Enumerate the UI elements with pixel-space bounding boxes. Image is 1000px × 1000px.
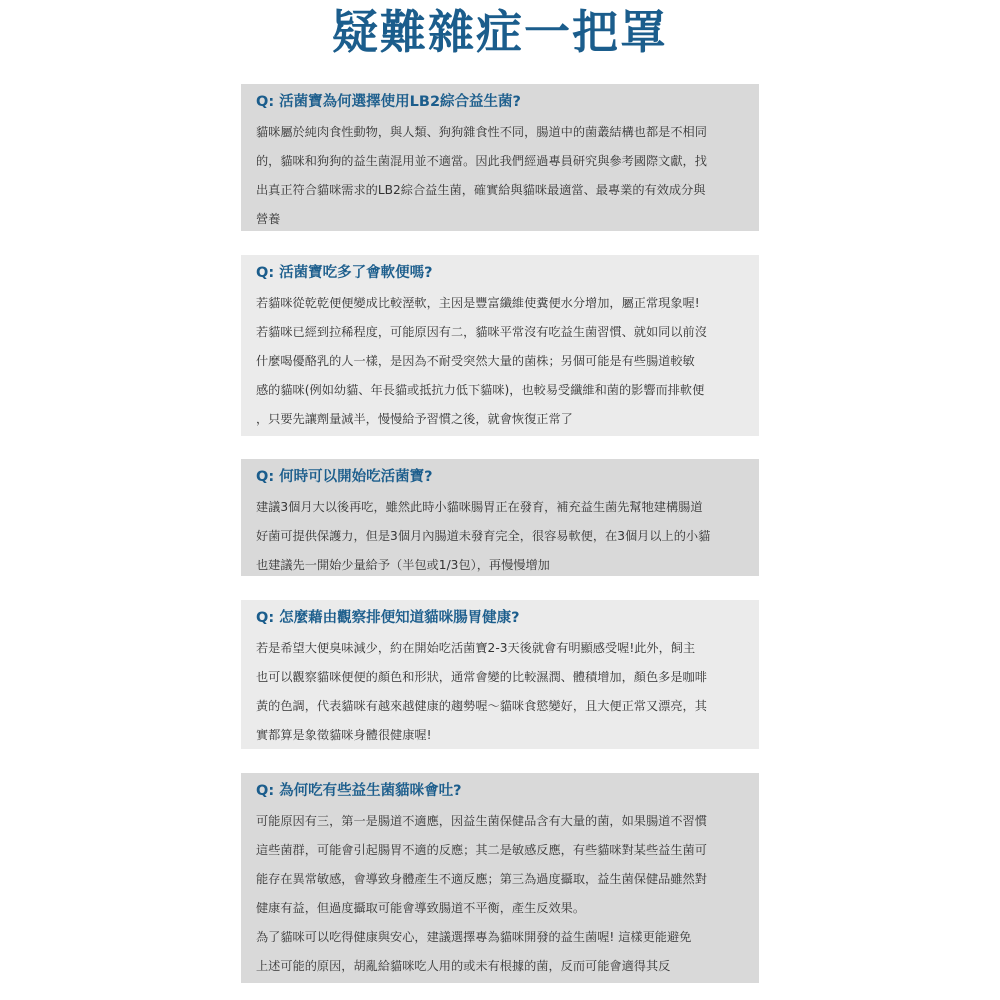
faq-question: Q: 怎麼藉由觀察排便知道貓咪腸胃健康? — [256, 610, 520, 626]
faq-question: Q: 為何吃有些益生菌貓咪會吐? — [256, 783, 462, 799]
faq-answer — [256, 807, 749, 981]
faq-answer — [256, 289, 749, 434]
faq-item-soft-stool — [241, 255, 759, 436]
faq-item-vomiting — [241, 773, 759, 983]
faq-item-stool-observation — [241, 600, 759, 749]
faq-answer-line: 好菌可提供保護力，但是3個月內腸道未發育完全，很容易軟便，在3個月以上的小貓 — [256, 529, 711, 543]
page-title: 疑難雜症一把罩 — [332, 5, 668, 59]
faq-answer-line: 也可以觀察貓咪便便的顏色和形狀，通常會變的比較濕潤、體積增加，顏色多是咖啡 — [256, 670, 707, 684]
faq-answer — [256, 634, 749, 750]
faq-answer-line: 若貓咪從乾乾便便變成比較溼軟，主因是豐富纖維使糞便水分增加，屬正常現象喔! — [256, 296, 700, 310]
faq-answer-line: 若是希望大便臭味減少，約在開始吃活菌寶2-3天後就會有明顯感受喔!此外，飼主 — [256, 641, 696, 655]
faq-answer-line: 什麼喝優酪乳的人一樣，是因為不耐受突然大量的菌株；另個可能是有些腸道較敏 — [256, 354, 695, 368]
faq-answer-line: 上述可能的原因，胡亂給貓咪吃人用的或未有根據的菌，反而可能會適得其反 — [256, 959, 671, 973]
faq-answer-line: 貓咪屬於純肉食性動物，與人類、狗狗雜食性不同，腸道中的菌叢結構也都是不相同 — [256, 125, 707, 139]
faq-question: Q: 活菌寶吃多了會軟便嗎? — [256, 265, 433, 281]
faq-answer — [256, 118, 749, 234]
faq-answer-line: 這些菌群，可能會引起腸胃不適的反應；其二是敏感反應，有些貓咪對某些益生菌可 — [256, 843, 707, 857]
faq-answer-line: 感的貓咪(例如幼貓、年長貓或抵抗力低下貓咪)，也較易受纖維和菌的影響而排軟便 — [256, 383, 705, 397]
faq-answer-line: 建議3個月大以後再吃，雖然此時小貓咪腸胃正在發育，補充益生菌先幫牠建構腸道 — [256, 500, 703, 514]
faq-item-start-age — [241, 459, 759, 576]
faq-answer-line: 實都算是象徵貓咪身體很健康喔! — [256, 728, 432, 742]
faq-answer-line: 也建議先一開始少量給予（半包或1/3包），再慢慢增加 — [256, 558, 550, 572]
faq-answer-line: 能存在異常敏感，會導致身體產生不適反應；第三為過度攝取，益生菌保健品雖然對 — [256, 872, 707, 886]
faq-answer-line: 的，貓咪和狗狗的益生菌混用並不適當。因此我們經過專員研究與參考國際文獻，找 — [256, 154, 707, 168]
faq-question: Q: 何時可以開始吃活菌寶? — [256, 469, 433, 485]
faq-answer — [256, 493, 749, 580]
faq-answer-line: 健康有益，但過度攝取可能會導致腸道不平衡，產生反效果。 — [256, 901, 586, 915]
faq-answer-line: 為了貓咪可以吃得健康與安心，建議選擇專為貓咪開發的益生菌喔! 這樣更能避免 — [256, 930, 692, 944]
faq-answer-line: 可能原因有三，第一是腸道不適應，因益生菌保健品含有大量的菌，如果腸道不習慣 — [256, 814, 707, 828]
faq-answer-line: 營養 — [256, 212, 281, 226]
faq-answer-line: ，只要先讓劑量減半，慢慢給予習慣之後，就會恢復正常了 — [256, 412, 573, 426]
faq-item-lb2 — [241, 84, 759, 231]
faq-question: Q: 活菌寶為何選擇使用LB2綜合益生菌? — [256, 94, 521, 110]
faq-answer-line: 黃的色調，代表貓咪有越來越健康的趨勢喔～貓咪食慾變好，且大便正常又漂亮，其 — [256, 699, 707, 713]
faq-answer-line: 若貓咪已經到拉稀程度，可能原因有二，貓咪平常沒有吃益生菌習慣、就如同以前沒 — [256, 325, 707, 339]
faq-answer-line: 出真正符合貓咪需求的LB2綜合益生菌，確實給與貓咪最適當、最專業的有效成分與 — [256, 183, 706, 197]
